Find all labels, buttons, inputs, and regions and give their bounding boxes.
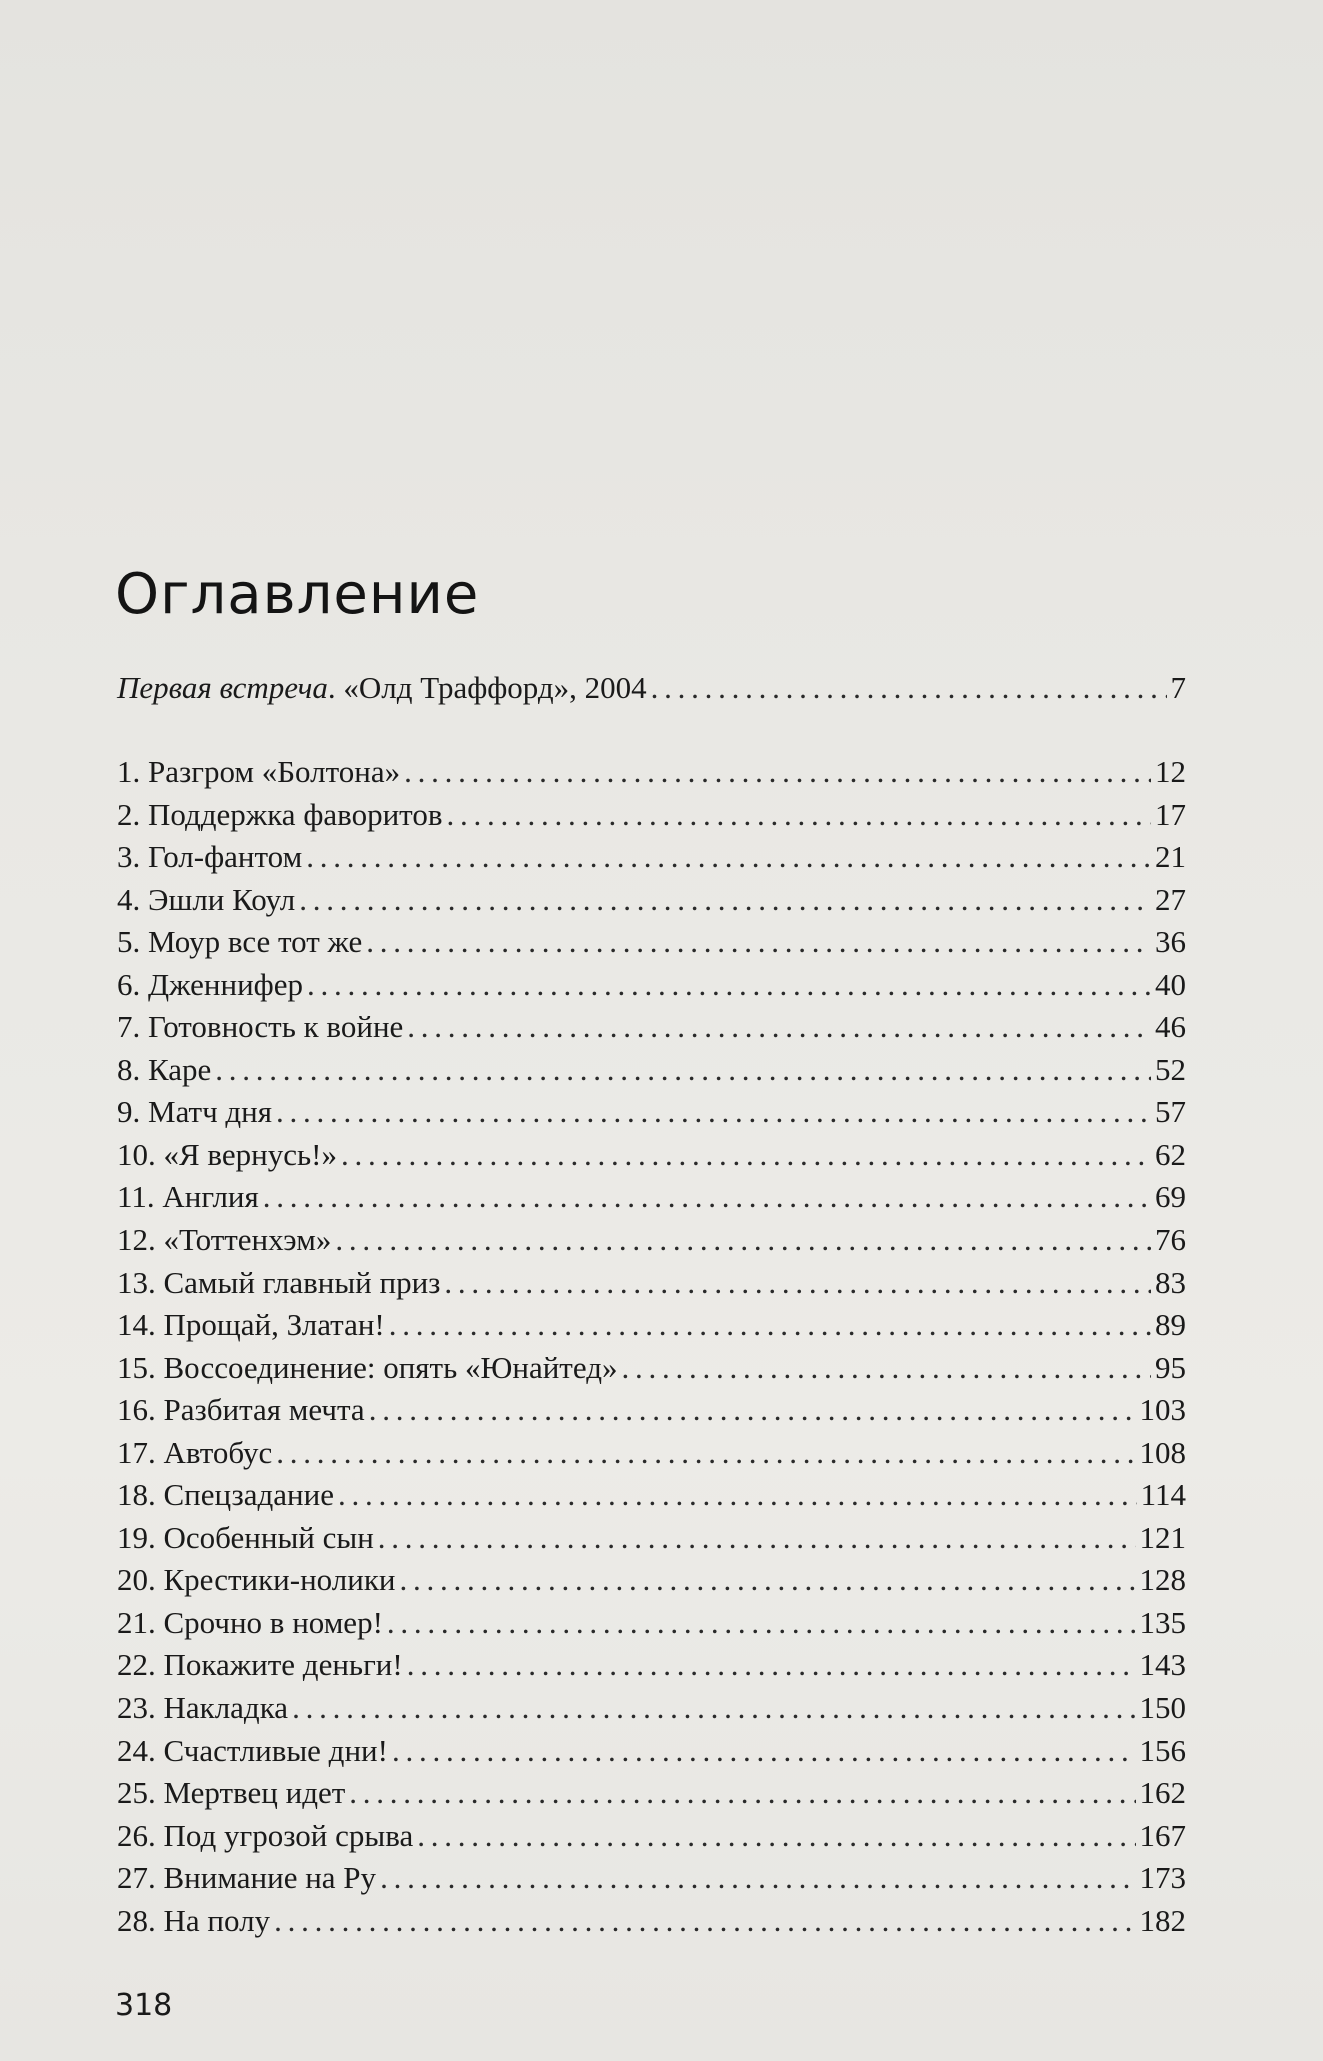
leader-dots [215, 1049, 1151, 1092]
toc-entry [117, 1304, 1186, 1347]
toc-page-number: 95 [1155, 1349, 1186, 1385]
leader-dots [387, 1602, 1136, 1645]
toc-entry [117, 1772, 1186, 1815]
toc-entry-label: 12. «Тоттенхэм» [117, 1222, 332, 1258]
toc-page-number: 21 [1155, 839, 1186, 875]
toc-entry-label: 4. Эшли Коул [117, 881, 296, 917]
leader-dots [338, 1474, 1137, 1517]
leader-dots [399, 1559, 1135, 1602]
toc-page-number: 27 [1155, 881, 1186, 917]
leader-dots [274, 1900, 1135, 1943]
toc-page-number: 76 [1155, 1222, 1186, 1258]
toc-intro [117, 667, 1186, 710]
toc-page-number: 108 [1139, 1434, 1186, 1470]
toc-intro-rest: . «Олд Траффорд», 2004 [327, 670, 647, 705]
toc-entry-label: 25. Мертвец идет [117, 1775, 346, 1811]
toc-entry-label: 26. Под угрозой срыва [117, 1817, 414, 1853]
toc-entry [117, 1644, 1186, 1687]
toc-entry [117, 1730, 1186, 1773]
toc-entry [117, 1176, 1186, 1219]
toc-entry [117, 1432, 1186, 1475]
toc-page-number: 156 [1139, 1732, 1186, 1768]
toc-entry [117, 751, 1186, 794]
toc-entry-label: 8. Каре [117, 1051, 212, 1087]
toc-page-number: 173 [1139, 1860, 1186, 1896]
toc-chapter-list [117, 751, 1186, 1942]
toc-page-number: 17 [1155, 796, 1186, 832]
toc-page-number: 12 [1155, 754, 1186, 789]
leader-dots [276, 1091, 1151, 1134]
leader-dots [417, 1815, 1135, 1858]
toc-entry [117, 1219, 1186, 1262]
toc-entry [117, 879, 1186, 922]
toc-entry-label: 15. Воссоединение: опять «Юнайтед» [117, 1349, 618, 1385]
toc-entry [117, 1900, 1186, 1943]
leader-dots [292, 1687, 1135, 1730]
toc-entry [117, 1347, 1186, 1390]
toc-entry-label: 2. Поддержка фаворитов [117, 796, 443, 832]
toc-page-number: 57 [1155, 1094, 1186, 1130]
toc-entry [117, 1559, 1186, 1602]
toc-page-number: 114 [1140, 1477, 1186, 1513]
toc-intro-italic: Первая встреча [117, 670, 328, 705]
toc-entry-label: 16. Разбитая мечта [117, 1392, 365, 1428]
toc-entry-label: 27. Внимание на Ру [117, 1860, 377, 1896]
leader-dots [389, 1304, 1151, 1347]
leader-dots [349, 1772, 1135, 1815]
toc-intro-entry [117, 667, 1186, 710]
toc-entry [117, 1517, 1186, 1560]
leader-dots [392, 1730, 1136, 1773]
page-number: 318 [115, 1988, 173, 2023]
leader-dots [306, 836, 1151, 879]
toc-entry-label: 10. «Я вернусь!» [117, 1136, 337, 1172]
toc-entry [117, 1262, 1186, 1305]
leader-dots [369, 1389, 1136, 1432]
toc-entry [117, 836, 1186, 879]
toc-page-number: 52 [1155, 1051, 1186, 1087]
toc-entry [117, 1687, 1186, 1730]
toc-page-number: 7 [1170, 670, 1186, 705]
toc-page-number: 121 [1139, 1519, 1186, 1555]
toc-entry-label: 9. Матч дня [117, 1094, 273, 1130]
toc-page-number: 150 [1139, 1690, 1186, 1726]
toc-entry [117, 964, 1186, 1007]
leader-dots [444, 1262, 1151, 1305]
toc-page-number: 46 [1155, 1009, 1186, 1045]
toc-entry-label: 5. Моур все тот же [117, 924, 363, 960]
toc-page-number: 69 [1155, 1179, 1186, 1215]
toc-page-number: 128 [1139, 1562, 1186, 1598]
toc-page-number: 40 [1155, 966, 1186, 1002]
toc-page-number: 143 [1139, 1647, 1186, 1683]
toc-entry [117, 1815, 1186, 1858]
toc-page-number: 162 [1139, 1775, 1186, 1811]
leader-dots [404, 751, 1151, 794]
leader-dots [407, 1006, 1151, 1049]
toc-entry [117, 1006, 1186, 1049]
toc-entry [117, 1049, 1186, 1092]
leader-dots [299, 879, 1151, 922]
toc-entry-label: 21. Срочно в номер! [117, 1604, 383, 1640]
toc-entry-label: 3. Гол-фантом [117, 839, 303, 875]
toc-title: Оглавление [115, 562, 480, 627]
toc-page-number: 103 [1139, 1392, 1186, 1428]
toc-entry-label: 11. Англия [117, 1179, 259, 1215]
toc-entry-label: 14. Прощай, Златан! [117, 1307, 385, 1343]
toc-page-number: 62 [1155, 1136, 1186, 1172]
leader-dots [341, 1134, 1151, 1177]
leader-dots [446, 794, 1151, 837]
toc-entry-label: 23. Накладка [117, 1690, 289, 1726]
toc-page-number: 135 [1139, 1604, 1186, 1640]
toc-entry-label: 22. Покажите деньги! [117, 1647, 403, 1683]
toc-entry-label: 28. На полу [117, 1902, 271, 1938]
toc-entry-label: 6. Дженнифер [117, 966, 304, 1002]
leader-dots [263, 1176, 1151, 1219]
leader-dots [307, 964, 1151, 1007]
toc-entry [117, 1389, 1186, 1432]
toc-page-number: 182 [1139, 1902, 1186, 1938]
leader-dots [378, 1517, 1136, 1560]
leader-dots [366, 921, 1151, 964]
leader-dots [407, 1644, 1136, 1687]
toc-intro-label [117, 667, 647, 710]
toc-entry [117, 921, 1186, 964]
toc-entry [117, 794, 1186, 837]
toc-entry [117, 1134, 1186, 1177]
toc-entry [117, 1857, 1186, 1900]
toc-entry-label: 13. Самый главный приз [117, 1264, 441, 1300]
toc-entry-label: 1. Разгром «Болтона» [117, 754, 401, 789]
toc-entry [117, 1091, 1186, 1134]
toc-entry-label: 17. Автобус [117, 1434, 273, 1470]
toc-entry-label: 20. Крестики-нолики [117, 1562, 396, 1598]
leader-dots [651, 667, 1167, 710]
toc-entry-label: 19. Особенный сын [117, 1519, 374, 1555]
leader-dots [621, 1347, 1151, 1390]
leader-dots [380, 1857, 1135, 1900]
toc-entry-label: 18. Спецзадание [117, 1477, 334, 1513]
leader-dots [335, 1219, 1151, 1262]
toc-entry-label: 7. Готовность к войне [117, 1009, 404, 1045]
toc-page-number: 83 [1155, 1264, 1186, 1300]
toc-page-number: 89 [1155, 1307, 1186, 1343]
toc-entry-label: 24. Счастливые дни! [117, 1732, 388, 1768]
toc-entry [117, 1474, 1186, 1517]
toc-page-number: 36 [1155, 924, 1186, 960]
toc-page-number: 167 [1139, 1817, 1186, 1853]
leader-dots [276, 1432, 1135, 1475]
toc-entry [117, 1602, 1186, 1645]
